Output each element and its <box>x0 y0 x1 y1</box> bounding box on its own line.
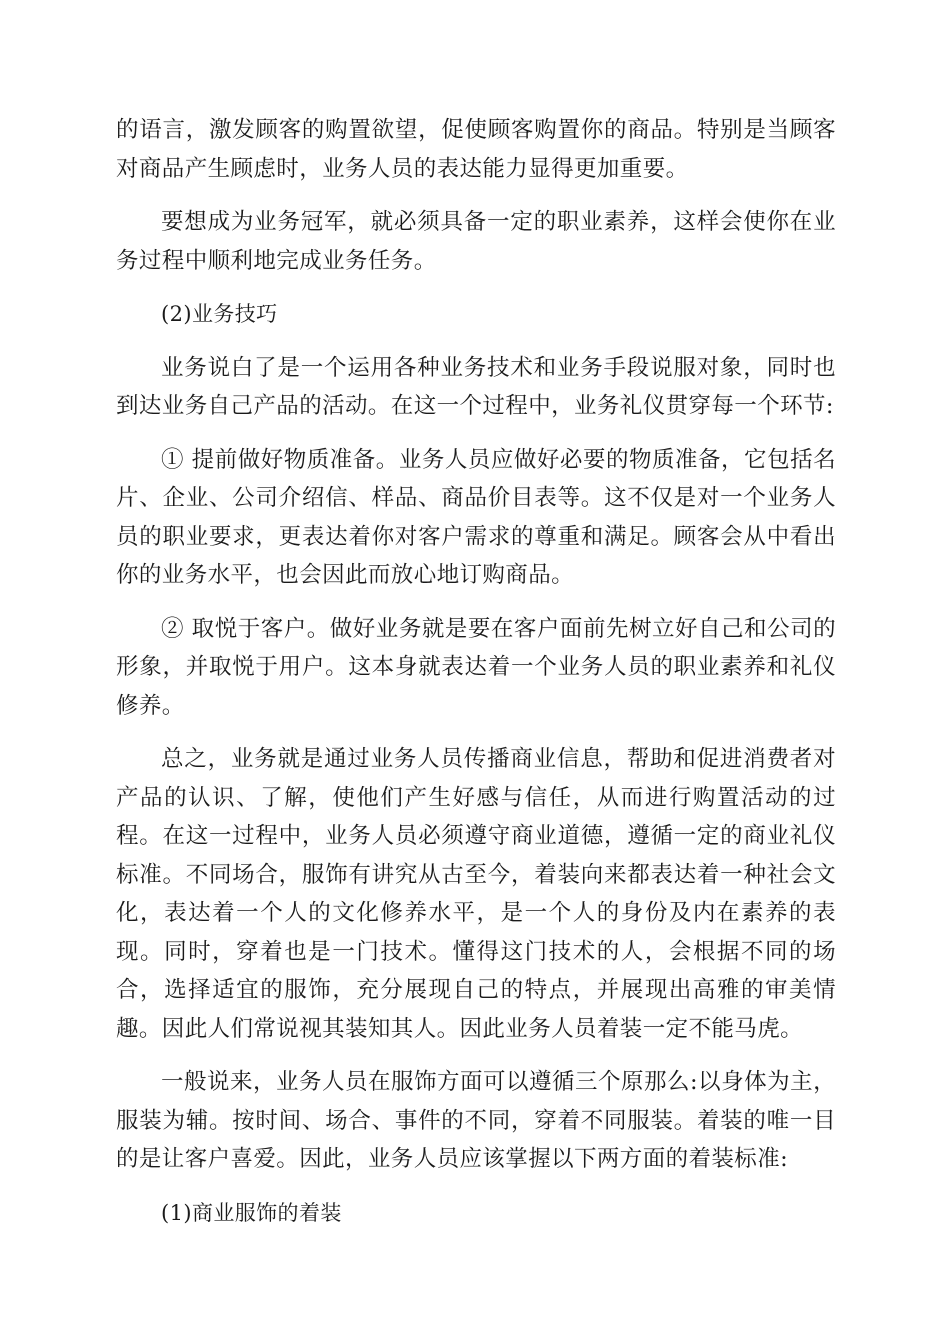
document-body <box>116 111 836 1247</box>
paragraph-skills-intro: 业务说白了是一个运用各种业务技术和业务手段说服对象，同时也到达业务自己产品的活动。在这一个过程中，业务礼仪贯穿每一个环节: <box>116 354 836 419</box>
paragraph-continuation: 的语言，激发顾客的购置欲望，促使顾客购置你的商品。特别是当顾客对商品产生顾虑时，业务人员的表达能力显得更加重要。 <box>116 117 836 182</box>
paragraph-champion: 要想成为业务冠军，就必须具备一定的职业素养，这样会使你在业务过程中顺利地完成业务任务。 <box>116 209 836 274</box>
paragraph-attire-principles: 一般说来，业务人员在服饰方面可以遵循三个原那么:以身体为主，服装为辅。按时间、场合、事件的不同，穿着不同服装。着装的唯一目的是让客户喜爱。因此，业务人员应该掌握以下两方面的着装标准: <box>116 1069 836 1172</box>
heading-business-attire: (1)商业服饰的着装 <box>161 1200 342 1225</box>
list-item-please-customer: ② 取悦于客户。做好业务就是要在客户面前先树立好自己和公司的形象，并取悦于用户。这本身就表达着一个业务人员的职业素养和礼仪修养。 <box>116 615 836 719</box>
paragraph-summary: 总之，业务就是通过业务人员传播商业信息，帮助和促进消费者对产品的认识、了解，使他们产生好感与信任，从而进行购置活动的过程。在这一过程中，业务人员必须遵守商业道德，遵循一定的商业礼仪标准。不同场合，服饰有讲究从古至今，着装向来都表达着一种社会文化，表达着一个人的文化修养水平，是一个人的身份及内在素养的表现。同时，穿着也是一门技术。懂得这门技术的人，会根据不同的场合，选择适宜的服饰，充分展现自己的特点，并展现出高雅的审美情趣。因此人们常说视其装知其人。因此业务人员着装一定不能马虎。 <box>116 746 836 1042</box>
list-item-preparation: ① 提前做好物质准备。业务人员应做好必要的物质准备，它包括名片、企业、公司介绍信、样品、商品价目表等。这不仅是对一个业务人员的职业要求，更表达着你对客户需求的尊重和满足。顾客会从中看出你的业务水平，也会因此而放心地订购商品。 <box>116 446 836 588</box>
heading-business-skills: (2)业务技巧 <box>161 302 278 326</box>
